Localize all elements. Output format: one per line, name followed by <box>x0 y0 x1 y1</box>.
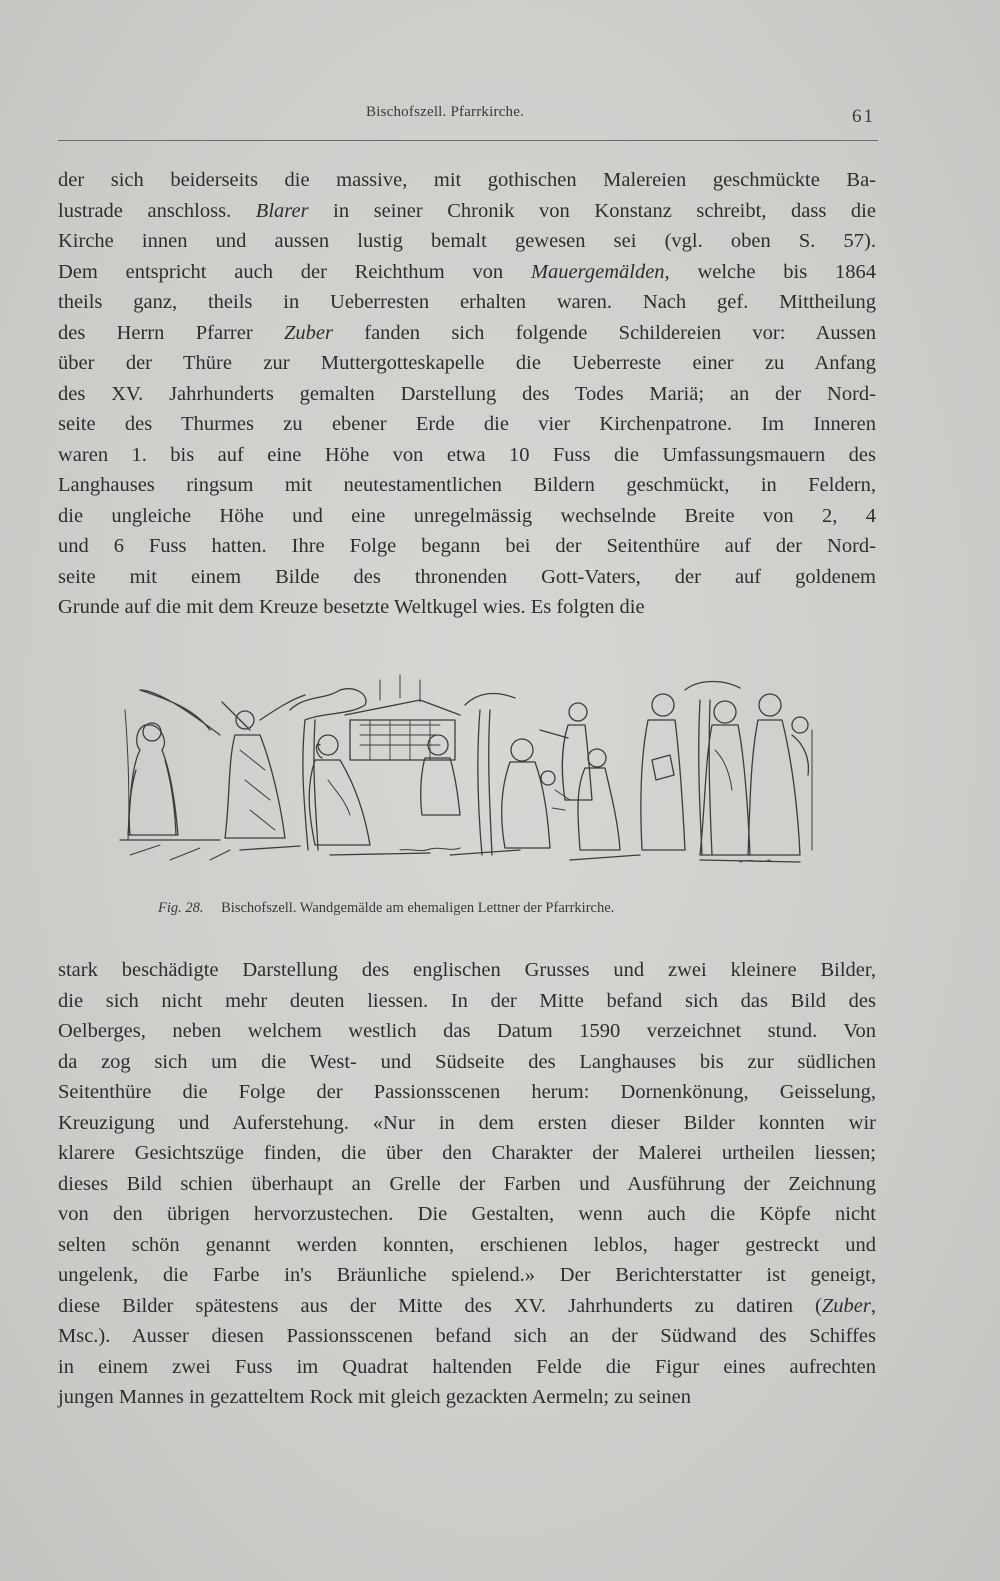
text-line <box>58 1169 876 1200</box>
text-line <box>58 562 876 593</box>
text-run: stark beschädigte Darstellung des englischen Grusses und zwei kleinere Bilder, <box>58 959 876 981</box>
text-run: , welche bis 1864 <box>664 260 876 283</box>
paragraph-top <box>58 165 876 623</box>
text-run: des XV. Jahrhunderts gemalten Darstellung des Todes Mariä; an der Nord- <box>58 382 876 405</box>
text-run: jungen Mannes in gezatteltem Rock mit gleich gezackten Aermeln; zu seinen <box>58 1386 692 1408</box>
text-run: Kreuzigung und Auferstehung. «Nur in dem ersten dieser Bilder konnten wir <box>58 1111 876 1134</box>
text-line <box>58 1047 876 1078</box>
italic-run: Blarer <box>255 199 309 222</box>
text-line <box>58 501 876 532</box>
text-run: Seitenthüre die Folge der Passionsscenen herum: Dornenkönung, Geisselung, <box>58 1081 876 1103</box>
text-line <box>58 287 876 318</box>
italic-run: Mauergemälden <box>530 260 665 283</box>
text-line <box>58 1077 876 1108</box>
running-head <box>0 104 1000 128</box>
text-line <box>58 1230 876 1261</box>
text-line <box>58 318 876 349</box>
text-run: in einem zwei Fuss im Quadrat haltenden Felde die Figur eines aufrechten <box>58 1355 876 1378</box>
text-line <box>58 348 876 379</box>
text-run: und 6 Fuss hatten. Ihre Folge begann bei der Seitenthüre auf der Nord- <box>58 535 876 557</box>
text-line <box>58 409 876 440</box>
text-run: klarere Gesichtszüge finden, die über den Charakter der Malerei urtheilen liessen; <box>58 1142 876 1164</box>
wall-painting-sketch <box>100 650 840 880</box>
text-run: selten schön genannt werden konnten, erschienen leblos, hager gestreckt und <box>58 1233 876 1256</box>
italic-run: Zuber <box>821 1294 871 1317</box>
figure-illustration <box>100 650 840 880</box>
text-run: diese Bilder spätestens aus der Mitte des XV. Jahrhunderts zu datiren ( <box>58 1294 822 1317</box>
paragraph-bottom <box>58 955 876 1413</box>
text-line <box>58 1108 876 1139</box>
text-run: Dem entspricht auch der Reichthum von <box>58 260 531 283</box>
text-line <box>58 1138 876 1169</box>
text-run: seite mit einem Bilde des thronenden Gott-Vaters, der auf goldenem <box>58 565 876 588</box>
text-run: Msc.). Ausser diesen Passionsscenen befand sich an der Südwand des Schiffes <box>58 1325 876 1347</box>
text-line <box>58 257 876 288</box>
text-line <box>58 1016 876 1047</box>
text-line <box>58 1199 876 1230</box>
text-run: Kirche innen und aussen lustig bemalt gewesen sei (vgl. oben S. 57). <box>58 230 876 252</box>
text-run: des Herrn Pfarrer <box>58 321 284 344</box>
text-line <box>58 165 876 196</box>
text-run: in seiner Chronik von Konstanz schreibt, dass die <box>308 199 876 222</box>
text-run: dieses Bild schien überhaupt an Grelle der Farben und Ausführung der Zeichnung <box>58 1172 876 1195</box>
text-run: fanden sich folgende Schildereien vor: Aussen <box>332 321 876 344</box>
text-run: theils ganz, theils in Ueberresten erhalten waren. Nach gef. Mittheilung <box>58 291 876 313</box>
text-run: von den übrigen hervorzustechen. Die Gestalten, wenn auch die Köpfe nicht <box>58 1203 876 1225</box>
text-run: die sich nicht mehr deuten liessen. In der Mitte befand sich das Bild des <box>58 989 876 1012</box>
text-run: , <box>870 1294 876 1317</box>
text-line <box>58 226 876 257</box>
text-run: Langhauses ringsum mit neutestamentlichen Bildern geschmückt, in Feldern, <box>58 474 876 496</box>
text-line <box>58 1260 876 1291</box>
text-line <box>58 592 876 623</box>
figure-caption-text: Bischofszell. Wandgemälde am ehemaligen Lettner der Pfarrkirche. <box>221 900 615 916</box>
text-line <box>58 196 876 227</box>
text-line <box>58 1352 876 1383</box>
text-run: Oelberges, neben welchem westlich das Datum 1590 verzeichnet stund. Von <box>58 1020 876 1042</box>
text-line <box>58 1291 876 1322</box>
header-rule <box>58 140 878 141</box>
text-run: lustrade anschloss. <box>58 199 256 222</box>
page-number: 61 <box>852 106 875 127</box>
running-title: Bischofszell. Pfarrkirche. <box>366 104 525 120</box>
text-line <box>58 1321 876 1352</box>
text-run: Grunde auf die mit dem Kreuze besetzte Weltkugel wies. Es folgten die <box>58 596 645 618</box>
text-run: da zog sich um die West- und Südseite des Langhauses bis zur südlichen <box>58 1050 876 1073</box>
text-run: waren 1. bis auf eine Höhe von etwa 10 Fuss die Umfassungsmauern des <box>58 443 876 466</box>
figure-caption <box>158 900 858 917</box>
text-line <box>58 986 876 1017</box>
text-run: der sich beiderseits die massive, mit gothischen Malereien geschmückte Ba- <box>58 169 876 191</box>
figure-label: Fig. 28. <box>158 900 204 916</box>
text-line <box>58 470 876 501</box>
text-line <box>58 379 876 410</box>
text-run: die ungleiche Höhe und eine unregelmässig wechselnde Breite von 2, 4 <box>58 504 876 527</box>
text-line <box>58 955 876 986</box>
text-line <box>58 531 876 562</box>
text-line <box>58 440 876 471</box>
text-run: ungelenk, die Farbe in's Bräunliche spielend.» Der Berichterstatter ist geneigt, <box>58 1264 876 1286</box>
italic-run: Zuber <box>283 321 333 344</box>
text-line <box>58 1382 876 1413</box>
text-run: seite des Thurmes zu ebener Erde die vier Kirchenpatrone. Im Inneren <box>58 413 876 435</box>
text-run: über der Thüre zur Muttergotteskapelle die Ueberreste einer zu Anfang <box>58 352 876 374</box>
